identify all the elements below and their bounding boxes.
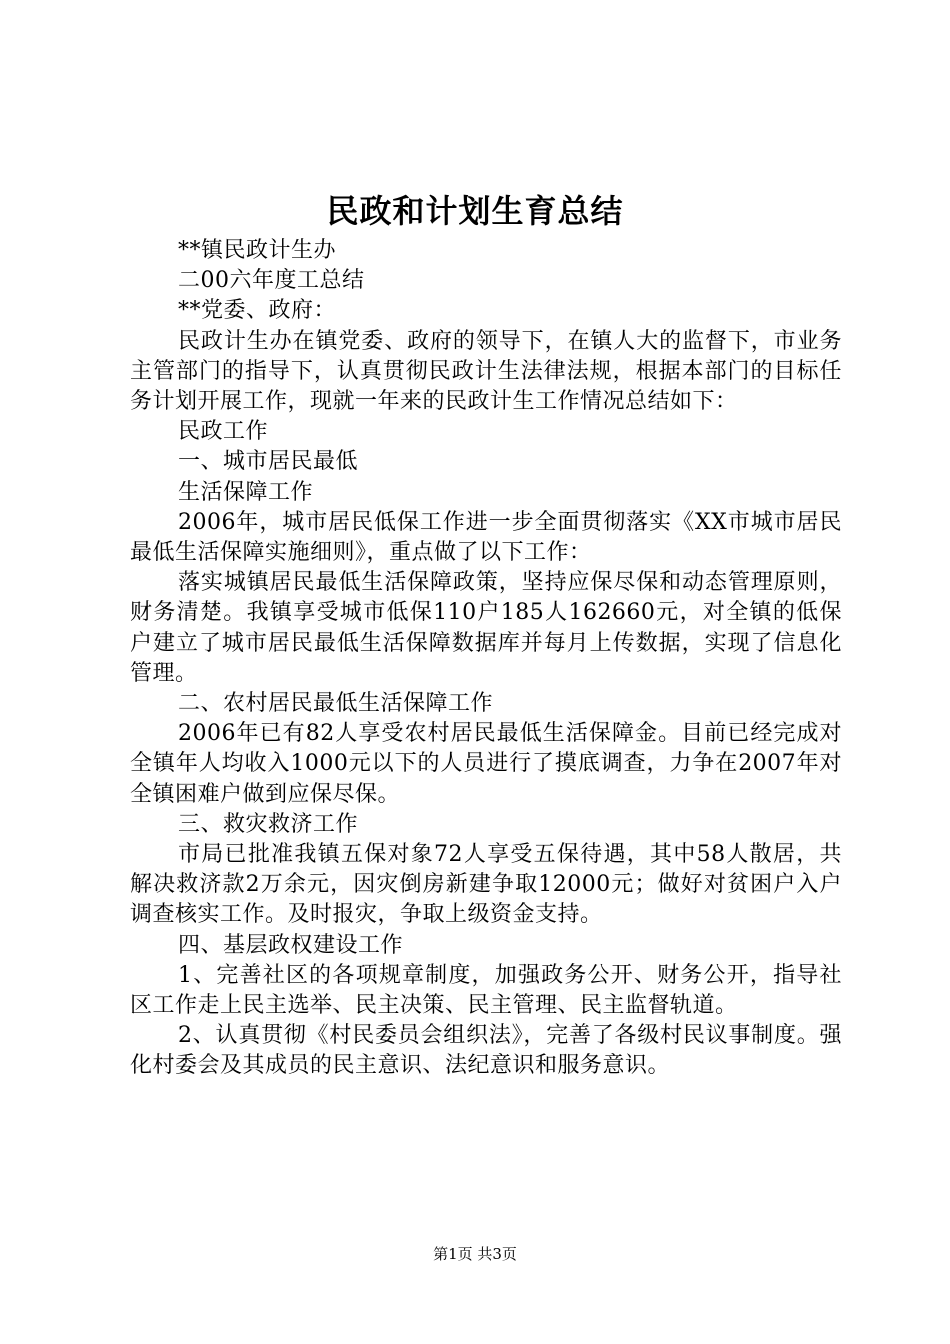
page-number-footer: 第1页 共3页 — [433, 1245, 517, 1263]
section-heading: 四、基层政权建设工作 — [178, 932, 404, 958]
section-heading: 生活保障工作 — [178, 479, 314, 505]
paragraph: 市局已批准我镇五保对象72人享受五保待遇，其中58人散居，共解决救济款2万余元，因灾倒房新建争取12000元；做好对贫困户入户调查核实工作。及时报灾，争取上级资金支持。 — [130, 842, 842, 928]
section-heading: 三、救灾救济工作 — [178, 811, 359, 837]
paragraph: 2、认真贯彻《村民委员会组织法》，完善了各级村民议事制度。强化村委会及其成员的民主意识、法纪意识和服务意识。 — [130, 1023, 842, 1079]
section-heading: 民政工作 — [178, 419, 269, 445]
section-heading: 一、城市居民最低 — [178, 449, 359, 475]
paragraph: 民政计生办在镇党委、政府的领导下，在镇人大的监督下，市业务主管部门的指导下，认真贯彻民政计生法律法规，根据本部门的目标任务计划开展工作，现就一年来的民政计生工作情况总结如下： — [130, 328, 842, 415]
paragraph: **镇民政计生办 — [178, 238, 337, 263]
document-body — [130, 236, 842, 1082]
paragraph: 2006年，城市居民低保工作进一步全面贯彻落实《XX市城市居民最低生活保障实施细则》，重点做了以下工作： — [130, 509, 842, 566]
document-title: 民政和计划生育总结 — [326, 192, 624, 230]
section-heading: 二、农村居民最低生活保障工作 — [178, 691, 494, 717]
paragraph: 2006年已有82人享受农村居民最低生活保障金。目前已经完成对全镇年人均收入1000元以下的人员进行了摸底调查，力争在2007年对全镇困难户做到应保尽保。 — [130, 721, 842, 807]
paragraph: 二00六年度工总结 — [178, 268, 365, 294]
paragraph: **党委、政府： — [178, 298, 337, 324]
paragraph: 落实城镇居民最低生活保障政策，坚持应保尽保和动态管理原则，财务清楚。我镇享受城市低保110户185人162660元，对全镇的低保户建立了城市居民最低生活保障数据库并每月上传数据，实现了信息化管理。 — [130, 570, 842, 686]
paragraph: 1、完善社区的各项规章制度，加强政务公开、财务公开，指导社区工作走上民主选举、民主决策、民主管理、民主监督轨道。 — [130, 962, 842, 1019]
